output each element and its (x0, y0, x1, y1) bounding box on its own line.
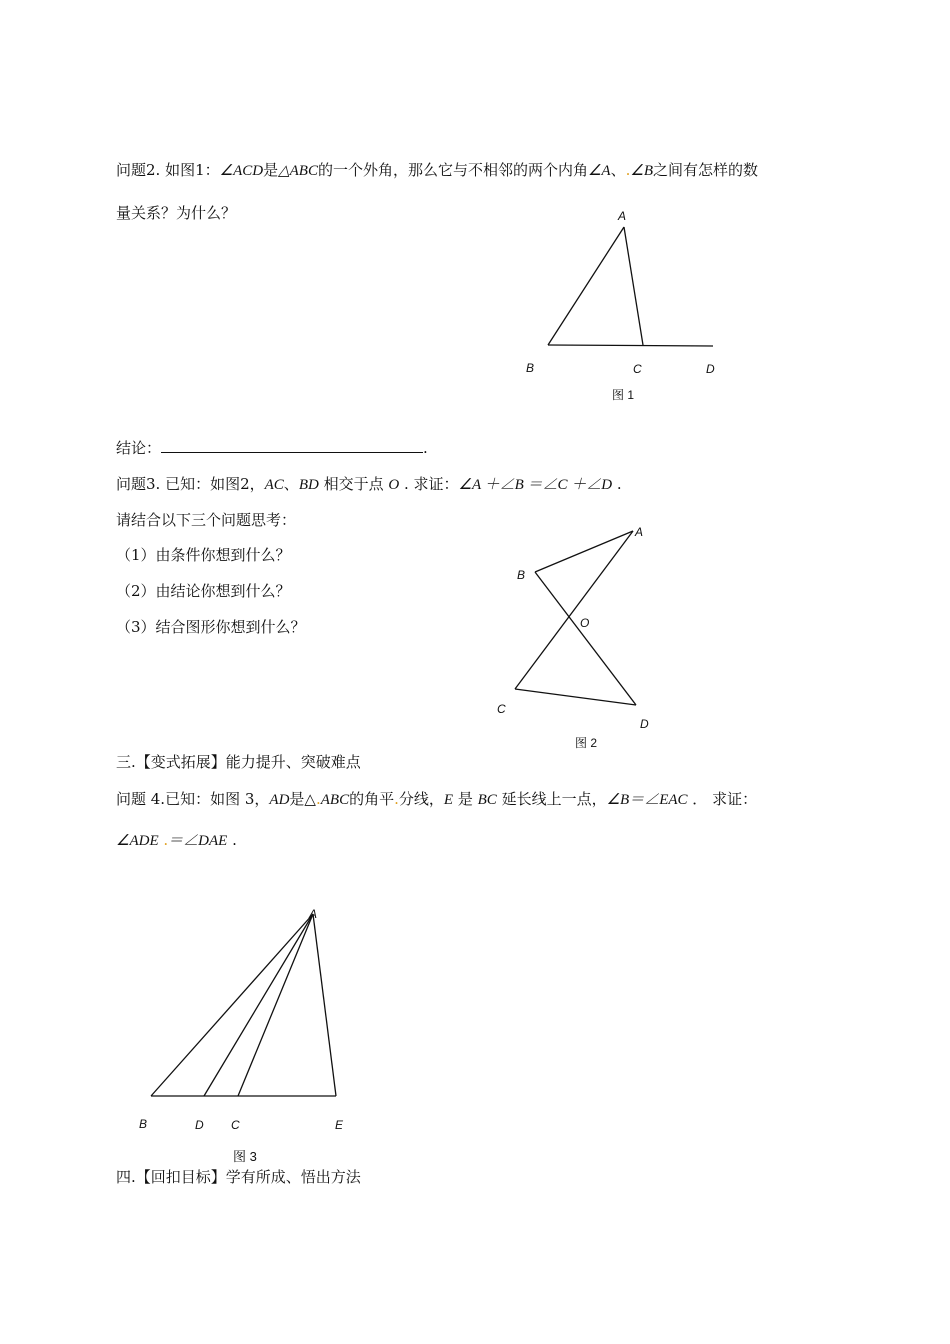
fig2-label-c: C (497, 702, 506, 716)
triangle-abc: △ABC (278, 163, 318, 179)
fig1-caption: 图 1 (612, 388, 635, 402)
fig1-label-d: D (706, 362, 715, 376)
q4-condition: ∠B＝∠EAC (606, 792, 688, 808)
q3-sep: 、 (283, 475, 299, 493)
fig1-label-c: C (633, 362, 642, 376)
fig3-edge-ae (313, 914, 336, 1096)
fig2-edge-bd (535, 572, 636, 705)
q4-e: E (443, 792, 454, 808)
fig1-label-a: A (618, 209, 627, 223)
fig2-label-a: A (635, 525, 644, 539)
q2-sep: 、 (610, 161, 626, 179)
q4-mid4: 延长线上一点， (496, 790, 607, 808)
q4-line2: ∠ADE .＝∠DAE . (116, 831, 237, 849)
q3-proof: . 求证： (399, 475, 459, 493)
fig3-caption: 图 3 (233, 1149, 257, 1164)
fig1-edge-ab (548, 227, 624, 345)
conclusion-label: 结论： (116, 439, 162, 457)
q3-formula: ∠A ＋∠B ＝∠C ＋∠D (458, 477, 613, 493)
q4-triangle: △ (304, 790, 316, 808)
q2-tail: 之间有怎样的数 (653, 161, 759, 179)
q3-line1 (116, 474, 622, 495)
angle-b: ∠B (630, 163, 654, 179)
q2-prefix: 问题2. 如图1： (116, 161, 220, 179)
conclusion-line (116, 438, 428, 458)
conclusion-end: . (423, 439, 428, 457)
q4-end: . (227, 831, 237, 849)
fig3-label-d: D (195, 1118, 204, 1132)
q4-abc: ABC (320, 792, 350, 808)
q4-prefix: 问题 4.已知：如图 3， (116, 790, 270, 808)
q2-mid: 的一个外角，那么它与不相邻的两个内角 (317, 161, 588, 179)
fig2-edge-ac (515, 531, 633, 689)
conclusion-blank (161, 438, 423, 453)
q3-hint: 请结合以下三个问题思考： (116, 511, 297, 529)
q4-angle-dae: ＝∠DAE (168, 833, 228, 849)
q4-angle-ade: ∠ADE (116, 833, 159, 849)
q3-item-1: （1）由条件你想到什么？ (116, 546, 291, 564)
angle-acd: ∠ACD (219, 163, 264, 179)
section-3-heading: 三.【变式拓展】能力提升、突破难点 (116, 753, 361, 771)
q4-proof: ． 求证： (687, 790, 758, 808)
fig3-label-b: B (139, 1117, 148, 1131)
q3-prefix: 问题3. 已知：如图2， (116, 475, 265, 493)
fig2-edge-cd (515, 689, 636, 705)
fig1-edge-bd (548, 345, 713, 346)
q3-end: . (612, 475, 622, 493)
q4-mid2: 分线， (398, 790, 444, 808)
q2-line2: 量关系？为什么？ (116, 204, 237, 222)
q4-bc: BC (477, 792, 497, 808)
fig1-edge-ac (624, 227, 643, 345)
q4-line1: 问题 4.已知：如图 3，AD是△.ABC的角平.分线，E 是 BC 延长线上一点，∠B＝∠EAC ． 求证： (116, 790, 758, 808)
q4-mid3: 是 (453, 790, 478, 808)
q3-o: O (388, 477, 400, 493)
q3-ac: AC (264, 477, 284, 493)
figure-3-lines (151, 914, 336, 1096)
fig3-label-c: C (231, 1118, 240, 1132)
q3-item-3: （3）结合图形你想到什么？ (116, 618, 306, 636)
q4-is: 是 (289, 790, 305, 808)
q3-bd: BD (298, 477, 319, 493)
q4-ad: AD (269, 792, 290, 808)
fig3-edge-ad (204, 914, 313, 1096)
q2-line1: 问题2. 如图1：∠ACD是△ABC的一个外角，那么它与不相邻的两个内角∠A、.∠B之间有怎样的数 (116, 161, 759, 179)
fig3-label-e: E (335, 1118, 344, 1132)
fig1-label-b: B (526, 361, 535, 375)
q4-mid1: 的角平 (349, 790, 395, 808)
fig3-edge-ac (238, 914, 313, 1096)
fig3-label-a: A (309, 907, 318, 921)
q2-is: 是 (263, 161, 279, 179)
fig2-label-d: D (640, 717, 649, 731)
angle-a: ∠A (587, 163, 611, 179)
figure-1-lines (548, 227, 713, 346)
q3-mid: 相交于点 (318, 475, 389, 493)
q3-item-2: （2）由结论你想到什么？ (116, 582, 291, 600)
fig2-label-o: O (580, 616, 590, 630)
fig2-label-b: B (517, 568, 526, 582)
fig2-caption: 图 2 (575, 736, 598, 750)
section-4-heading: 四.【回扣目标】学有所成、悟出方法 (116, 1168, 361, 1186)
fig3-edge-ab (151, 914, 313, 1096)
figure-2-lines (515, 531, 636, 705)
